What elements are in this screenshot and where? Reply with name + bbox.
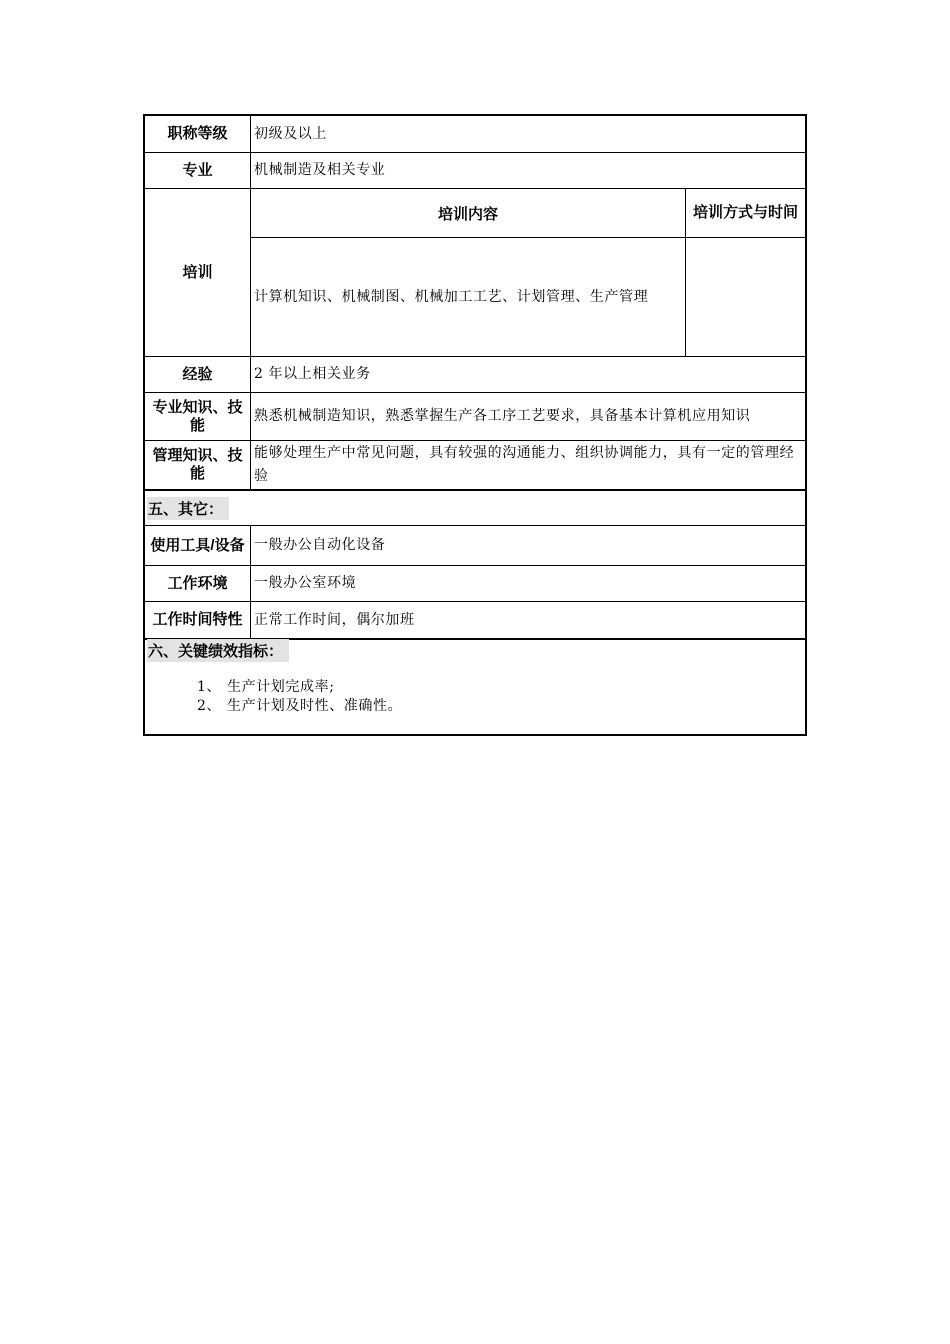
section-title: 五、其它： xyxy=(147,497,229,520)
tools-row xyxy=(145,525,805,565)
management-skills-row xyxy=(145,440,805,489)
row-label: 培训 xyxy=(145,189,251,356)
row-value: 一般办公自动化设备 xyxy=(254,537,386,553)
job-description-table xyxy=(143,114,807,736)
row-label: 工作时间特性 xyxy=(145,602,251,638)
row-value: 机械制造及相关专业 xyxy=(254,162,386,178)
row-value: 2 年以上相关业务 xyxy=(254,366,371,382)
row-label: 职称等级 xyxy=(145,116,251,152)
section-title: 六、关键绩效指标： xyxy=(147,639,289,662)
section-heading xyxy=(145,491,229,525)
training-table xyxy=(251,189,805,356)
title-level-row xyxy=(145,116,805,152)
kpi-list xyxy=(145,662,805,734)
row-value: 熟悉机械制造知识，熟悉掌握生产各工序工艺要求，具备基本计算机应用知识 xyxy=(254,408,751,424)
work-time-row xyxy=(145,601,805,638)
list-item xyxy=(197,678,805,697)
training-header xyxy=(251,189,805,238)
row-label: 专业知识、技能 xyxy=(145,393,251,440)
row-value: 初级及以上 xyxy=(254,125,327,142)
list-number: 2、 xyxy=(197,698,222,714)
row-value: 能够处理生产中常见问题，具有较强的沟通能力、组织协调能力，具有一定的管理经验 xyxy=(254,445,795,484)
training-content-header: 培训内容 xyxy=(251,189,686,237)
training-content: 计算机知识、机械制图、机械加工工艺、计划管理、生产管理 xyxy=(251,238,686,356)
major-row xyxy=(145,152,805,188)
kpi-section xyxy=(145,638,805,734)
training-row xyxy=(145,188,805,356)
training-method-header: 培训方式与时间 xyxy=(692,204,798,221)
row-label: 管理知识、技能 xyxy=(145,441,251,489)
row-label: 工作环境 xyxy=(145,566,251,601)
list-text: 生产计划及时性、准确性。 xyxy=(227,698,403,714)
section-heading xyxy=(145,640,805,662)
list-text: 生产计划完成率; xyxy=(227,679,335,695)
environment-row xyxy=(145,565,805,601)
list-number: 1、 xyxy=(197,679,222,695)
row-label: 使用工具/设备 xyxy=(145,526,251,565)
training-body xyxy=(251,238,805,356)
row-value: 一般办公室环境 xyxy=(254,575,357,591)
row-label: 经验 xyxy=(145,357,251,392)
list-item xyxy=(197,697,805,716)
section-other-row xyxy=(145,489,805,525)
experience-row xyxy=(145,356,805,392)
professional-skills-row xyxy=(145,392,805,440)
row-value: 正常工作时间，偶尔加班 xyxy=(254,611,415,628)
training-method xyxy=(686,238,805,356)
row-label: 专业 xyxy=(145,153,251,188)
